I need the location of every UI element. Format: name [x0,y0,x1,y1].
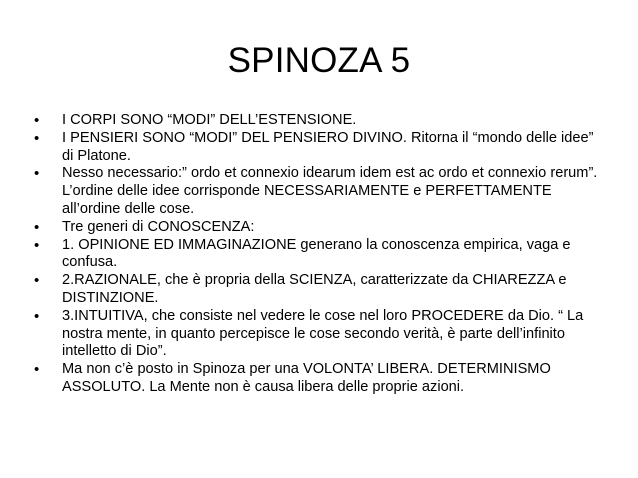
bullet-text: 1. OPINIONE ED IMMAGINAZIONE generano la conoscenza empirica, vaga e confusa. [62,236,571,271]
bullet-item [34,165,600,218]
bullet-text: I PENSIERI SONO “MODI” DEL PENSIERO DIVINO. Ritorna il “mondo delle idee” di Platone. [62,129,594,164]
bullet-text: Ma non c’è posto in Spinoza per una VOLONTA’ LIBERA. DETERMINISMO ASSOLUTO. La Mente non è causa libera delle proprie azioni. [62,361,551,395]
bullet-icon: • [34,165,40,183]
bullet-text: I CORPI SONO “MODI” DELL’ESTENSIONE. [62,112,357,128]
bullet-item [34,308,600,361]
bullet-text: Nesso necessario:” ordo et connexio idearum idem est ac ordo et connexio rerum”. L’ordine delle idee corrisponde NECESSARIAMENTE e PERFETTAMENTE all’ordine delle cose. [62,165,598,217]
bullet-item [34,130,600,166]
bullet-item [34,237,600,273]
bullet-icon: • [34,272,40,290]
bullet-icon: • [34,218,40,236]
bullet-icon: • [34,307,40,325]
bullet-text: 2.RAZIONALE, che è propria della SCIENZA, caratterizzate da CHIAREZZA e DISTINZIONE. [62,272,567,306]
bullet-item [34,272,600,308]
bullet-icon: • [34,112,40,129]
bullet-item [34,219,600,237]
bullet-item [34,361,600,397]
bullet-list [34,112,600,397]
bullet-icon: • [34,236,40,254]
bullet-icon: • [34,361,40,379]
bullet-icon: • [34,129,40,147]
bullet-text: Tre generi di CONOSCENZA: [62,218,255,235]
bullet-text: 3.INTUITIVA, che consiste nel vedere le cose nel loro PROCEDERE da Dio. “ La nostra mente, in quanto percepisce le cose secondo verità, è parte dell’infinito intelletto di Dio”. [62,307,584,360]
slide-title: SPINOZA 5 [227,41,411,80]
bullet-item [34,112,600,130]
